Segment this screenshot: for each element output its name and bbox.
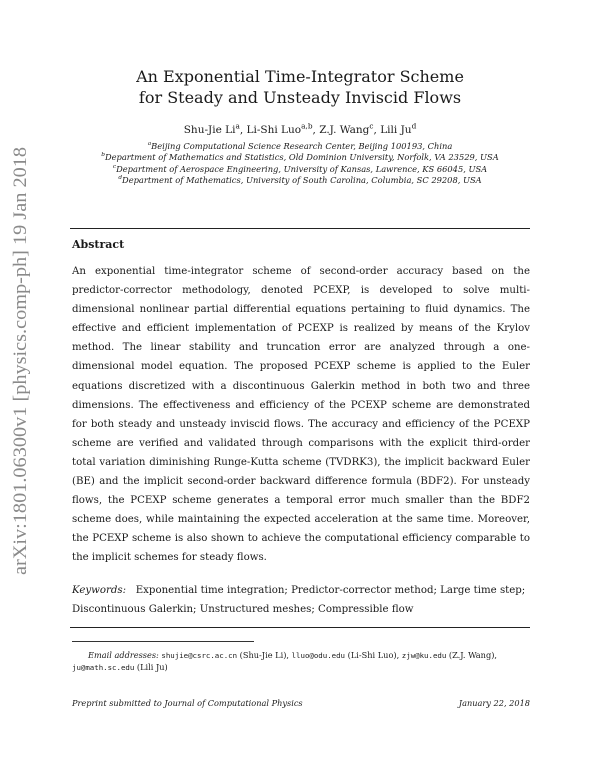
- author: Li-Shi Luo$^{a,b}$,: [246, 121, 320, 136]
- affiliation: $^a$Beijing Computational Science Research Center, Beijing 100193, China: [147, 141, 453, 151]
- preprint-date: January 22, 2018: [458, 698, 530, 708]
- abstract-body: An exponential time-integrator scheme of second-order accuracy based on the predictor-corrector methodology, denoted PCEXP, is developed to solve multi-dimensional nonlinear partial differential equations pertaining to fluid dynamics. The effective and efficient implementation of PCEXP is realized by means of the Krylov method. The linear stability and truncation error are analyzed through a one-dimensional model equation. The proposed PCEXP scheme is applied to the Euler equations discretized with a discontinuous Galerkin method in both two and three dimensions. The effectiveness and efficiency of the PCEXP scheme are demonstrated for both steady and unsteady inviscid flows. The accuracy and efficiency of the PCEXP scheme are verified and validated through comparisons with the explicit third-order total variation diminishing Runge-Kutta scheme (TVDRK3), the implicit backward Euler (BE) and the implicit second-order backward difference formula (BDF2). For unsteady flows, the PCEXP scheme generates a temporal error much smaller than the BDF2 scheme does, while maintaining the expected acceleration at the same time. Moreover, the PCEXP scheme is also shown to achieve the computational efficiency comparable to the implicit schemes for steady flows.: [72, 266, 530, 564]
- footnote-rule: [72, 641, 254, 642]
- email-entry: shujie@csrc.ac.cn (Shu-Jie Li),: [161, 650, 292, 660]
- email-footnote: [72, 650, 530, 673]
- arxiv-stamp: [4, 146, 34, 576]
- keywords-label: Keywords:: [72, 585, 127, 596]
- email-link[interactable]: shujie@csrc.ac.cn: [161, 651, 238, 660]
- abstract-top-rule: [70, 228, 530, 229]
- author-list: [70, 121, 530, 136]
- affiliation: $^b$Department of Mathematics and Statistics, Old Dominion University, Norfolk, VA 23529, USA: [101, 152, 499, 163]
- preprint-note: Preprint submitted to Journal of Computational Physics: [72, 698, 303, 708]
- email-label: Email addresses:: [88, 650, 159, 660]
- paper-title: [70, 66, 530, 108]
- affiliation: $^c$Department of Aerospace Engineering, University of Kansas, Lawrence, KS 66045, USA: [112, 163, 488, 174]
- email-entry: lluo@odu.edu (Li-Shi Luo),: [291, 650, 402, 660]
- email-entry: ju@math.sc.edu (Lili Ju): [72, 661, 168, 672]
- title-line-1: An Exponential Time-Integrator Scheme: [136, 67, 464, 86]
- email-link[interactable]: zjw@ku.edu: [401, 651, 447, 660]
- abstract-heading: Abstract: [72, 238, 125, 251]
- author: Z.J. Wang$^c$,: [319, 121, 381, 136]
- email-link[interactable]: lluo@odu.edu: [291, 651, 346, 660]
- keywords-text: Exponential time integration; Predictor-corrector method; Large time step; Discontinuous Galerkin; Unstructured meshes; Compressible flow: [72, 585, 526, 616]
- keywords: [72, 581, 530, 619]
- author: Shu-Jie Li$^a$,: [183, 121, 247, 136]
- affiliation: $^d$Department of Mathematics, University of South Carolina, Columbia, SC 29208, USA: [118, 174, 482, 185]
- arxiv-stamp-text: arXiv:1801.06300v1 [physics.comp-ph] 19 Jan 2018: [10, 173, 31, 575]
- abstract-bottom-rule: [70, 627, 530, 628]
- affiliations: [70, 141, 530, 186]
- email-entry: zjw@ku.edu (Z.J. Wang),: [401, 650, 498, 660]
- email-link[interactable]: ju@math.sc.edu: [72, 662, 135, 672]
- title-line-2: for Steady and Unsteady Inviscid Flows: [138, 88, 462, 107]
- author: Lili Ju$^d$: [380, 121, 417, 136]
